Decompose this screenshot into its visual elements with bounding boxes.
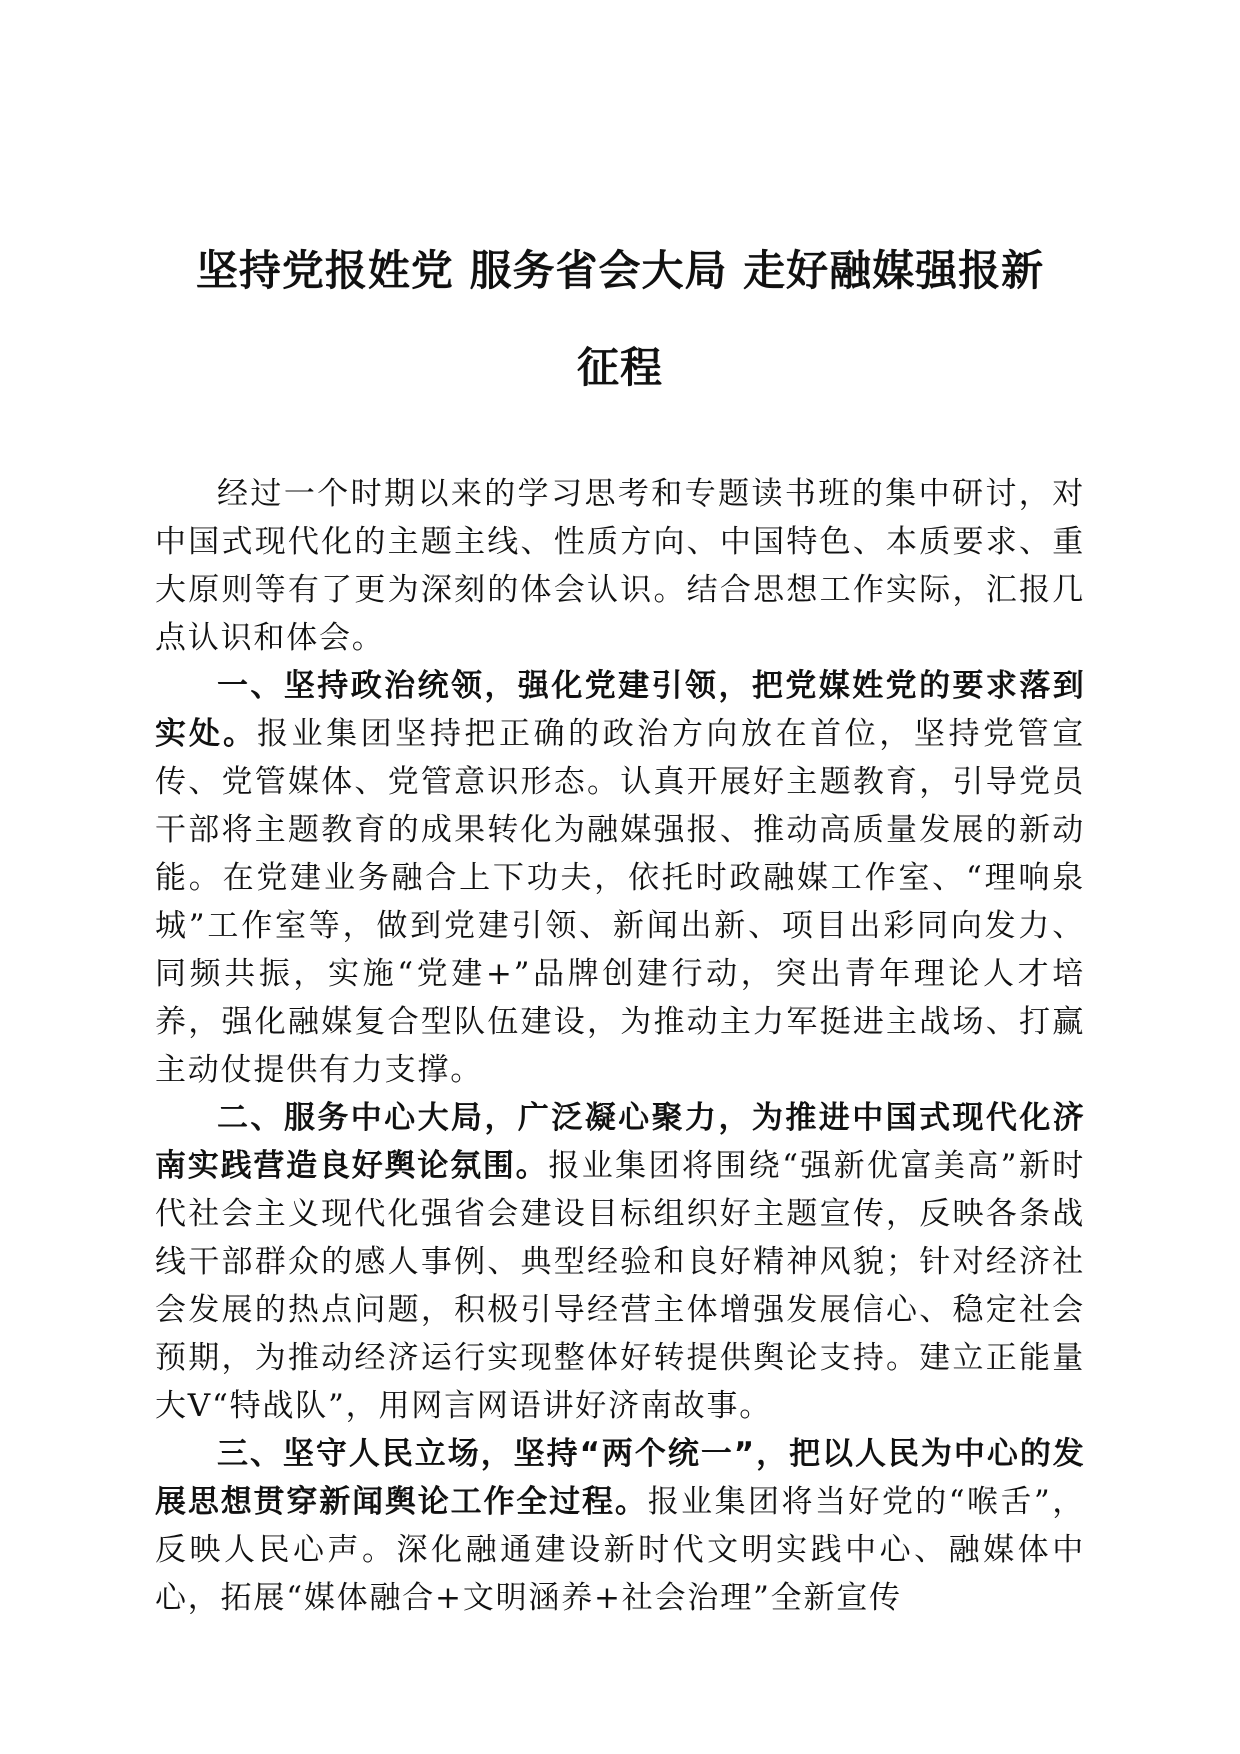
- document-body: [155, 470, 1085, 1622]
- page-title-line-1: 坚持党报姓党 服务省会大局 走好融媒强报新: [195, 246, 1045, 295]
- section-1-paragraph: [155, 662, 1085, 1094]
- section-2-text: 报业集团将围绕“强新优富美高”新时代社会主义现代化强省会建设目标组织好主题宣传，反映各条战线干部群众的感人事例、典型经验和良好精神风貌；针对经济社会发展的热点问题，积极引导经营主体增强发展信心、稳定社会预期，为推动经济运行实现整体好转提供舆论支持。建立正能量大V“特战队”，用网言网语讲好济南故事。: [155, 1148, 1085, 1424]
- section-1-text: 报业集团坚持把正确的政治方向放在首位，坚持党管宣传、党管媒体、党管意识形态。认真开展好主题教育，引导党员干部将主题教育的成果转化为融媒强报、推动高质量发展的新动能。在党建业务融合上下功夫，依托时政融媒工作室、“理响泉城”工作室等，做到党建引领、新闻出新、项目出彩同向发力、同频共振，实施“党建+”品牌创建行动，突出青年理论人才培养，强化融媒复合型队伍建设，为推动主力军挺进主战场、打赢主动仗提供有力支撑。: [155, 716, 1085, 1088]
- section-1-heading: 一、坚持政治统领，强化党建引领，把党媒姓党的要求落到实处。: [155, 668, 1085, 752]
- intro-paragraph: 经过一个时期以来的学习思考和专题读书班的集中研讨，对中国式现代化的主题主线、性质方向、中国特色、本质要求、重大原则等有了更为深刻的体会认识。结合思想工作实际，汇报几点认识和体会。: [155, 476, 1085, 656]
- section-3-text: 报业集团将当好党的“喉舌”，反映人民心声。深化融通建设新时代文明实践中心、融媒体中心，拓展“媒体融合+文明涵养+社会治理”全新宣传: [155, 1484, 1085, 1616]
- section-2-heading: 二、服务中心大局，广泛凝心聚力，为推进中国式现代化济南实践营造良好舆论氛围。: [155, 1100, 1085, 1184]
- page-title-line-2: 征程: [576, 343, 663, 392]
- page-title: [155, 222, 1085, 416]
- section-3-paragraph: [155, 1430, 1085, 1622]
- section-2-paragraph: [155, 1094, 1085, 1430]
- section-3-heading: 三、坚守人民立场，坚持“两个统一”，把以人民为中心的发展思想贯穿新闻舆论工作全过程。: [155, 1436, 1085, 1520]
